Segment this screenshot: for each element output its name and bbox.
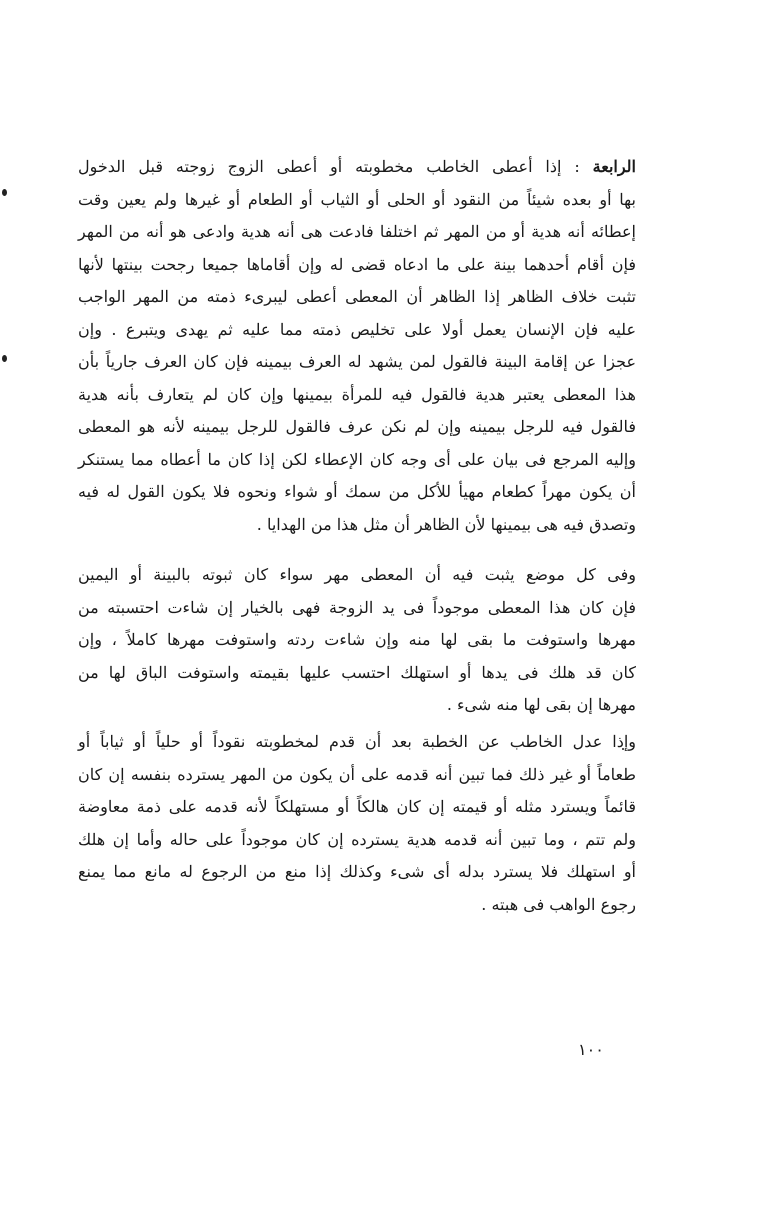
text-line: أن يكون مهراً كطعام مهيأ للأكل من سمك أو شواء ونحوه فلا يكون القول له فيه — [78, 482, 636, 501]
paragraph-dowry-ruling — [78, 559, 636, 722]
lead-word: الرابعة — [592, 157, 636, 176]
text-line: بها أو بعده شيئاً من النقود أو الحلى أو الثياب أو الطعام أو غيرها ولم يعين وقت — [78, 189, 636, 209]
text-line: وتصدق فيه هى بيمينها لأن الظاهر أن مثل هذا من الهدايا . — [256, 514, 636, 534]
text-line: ولم تتم ، وما تبين أنه قدمه هدية يسترده إن كان موجوداً على حاله وأما إن هلك — [78, 829, 636, 849]
text-line: قائماً ويسترد مثله أو قيمته إن كان هالكاً أو مستهلكاً لأنه قدمه على ذمة معاوضة — [78, 797, 636, 816]
text-line — [78, 151, 636, 184]
text-line: إعطائه أنه هدية أو من المهر ثم اختلفا فادعت هى أنه هدية وادعى هو أنه من المهر — [78, 222, 636, 241]
paragraph-engagement-withdrawal — [78, 726, 636, 921]
text-line: كان قد هلك فى يدها أو استهلك احتسب عليها بقيمته واستوفت الباق لها من — [78, 662, 636, 682]
text-line: عجزا عن إقامة البينة فالقول لمن يشهد له العرف بيمينه فإن كان العرف جارياً بأن — [78, 352, 636, 371]
paragraph-fourth-case — [78, 151, 636, 541]
scan-speck — [2, 189, 7, 196]
scan-speck — [2, 355, 7, 362]
text-line: فالقول فيه للرجل بيمينه وإن لم نكن عرف فالقول للرجل بيمينه لأنه هو المعطى — [78, 417, 636, 436]
line-text: : إذا أعطى الخاطب مخطوبته أو أعطى الزوج زوجته قبل الدخول — [78, 157, 593, 176]
text-line: فإن أقام أحدهما بينة على ما ادعاه قضى له وإن أقاماها جميعا رجحت بينتها لأنها — [78, 254, 636, 274]
text-line: طعاماً أو غير ذلك فما تبين أنه قدمه على أن يكون من المهر يسترده بنفسه إن كان — [78, 764, 636, 784]
text-line: عليه فإن الإنسان يعمل أولا على تخليص ذمته مما عليه ثم يهدى ويتبرع . وإن — [78, 319, 636, 339]
text-line: وإليه المرجع فى بيان على أى وجه كان الإعطاء لكن إذا كان ما أعطاه مما يستنكر — [78, 449, 636, 469]
text-line: رجوع الواهب فى هبته . — [481, 894, 636, 914]
text-line: تثبت خلاف الظاهر إذا الظاهر أن المعطى أعطى ليبرىء ذمته من المهر الواجب — [78, 287, 636, 306]
text-line: أو استهلك فلا يسترد بدله أى شىء وكذلك إذا منع من الرجوع له مانع مما يمنع — [78, 862, 636, 881]
text-line: وفى كل موضع يثبت فيه أن المعطى مهر سواء كان ثبوته بالبينة أو اليمين — [78, 565, 636, 584]
page-number: ١٠٠ — [578, 1040, 604, 1059]
text-line: وإذا عدل الخاطب عن الخطبة بعد أن قدم لمخطوبته نقوداً أو حلياً أو ثياباً أو — [78, 732, 636, 751]
text-line: هذا المعطى يعتبر هدية فالقول فيه للمرأة بيمينها وإن كان لم يتعارف بأنه هدية — [78, 384, 636, 404]
text-line: مهرها إن بقى لها منه شىء . — [446, 695, 636, 714]
text-line: مهرها واستوفت ما بقى لها منه وإن شاءت ردته واستوفت مهرها كاملاً ، وإن — [78, 630, 636, 649]
text-line: فإن كان هذا المعطى موجوداً فى يد الزوجة فهى بالخيار إن شاءت احتسبته من — [78, 597, 636, 617]
